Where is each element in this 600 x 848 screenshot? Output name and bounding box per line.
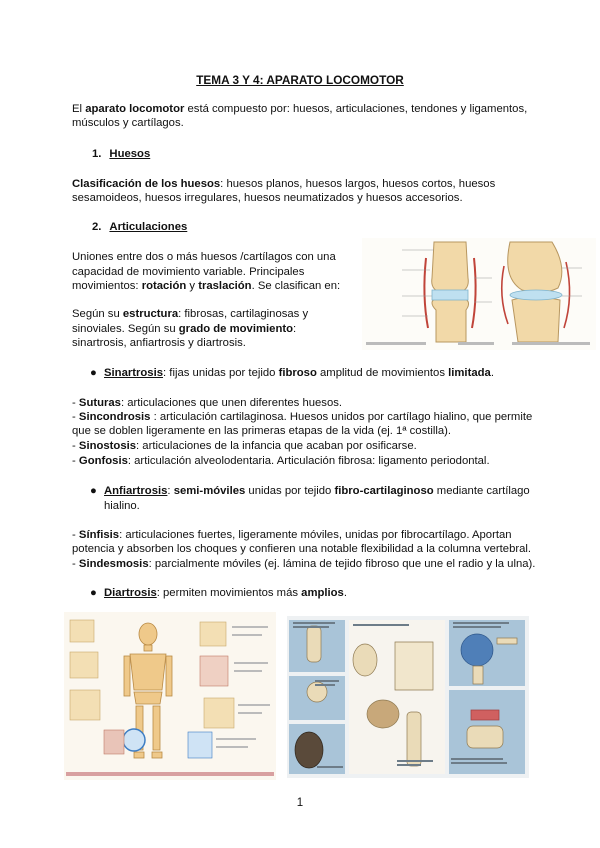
page-number: 1 xyxy=(296,797,304,809)
skeleton-joints-figure xyxy=(64,612,276,780)
intro-line-1: El aparato locomotor está compuesto por: huesos, articulaciones, tendones y ligamentos, xyxy=(72,103,528,115)
anfiartrosis-line-2: hialino. xyxy=(104,500,140,512)
articulaciones-line-5: sinoviales. Según su grado de movimiento: xyxy=(72,323,297,335)
sindesmosis-line: - Sindesmosis: parcialmente móviles (ej. lámina de tejido fibroso que une el radio y la ulna). xyxy=(72,558,536,570)
page-title: TEMA 3 Y 4: APARATO LOCOMOTOR xyxy=(196,73,404,87)
sincondrosis-line-2: que se doblen ligeramente en las primeras etapas de la vida (ej. 1ª costilla). xyxy=(72,425,452,437)
section-heading-articulaciones: 2. Articulaciones xyxy=(92,221,188,233)
diartrosis-types-figure xyxy=(287,616,529,778)
sincondrosis-line-1: - Sincondrosis : articulación cartilaginosa. Huesos unidos por cartílago hialino, que permite xyxy=(72,411,533,423)
bullet-diartrosis: ● Diartrosis: permiten movimientos más amplios. xyxy=(90,587,347,599)
skeleton-figure-caption-mark xyxy=(66,772,274,776)
knee-caption-marks xyxy=(366,342,590,345)
articulaciones-line-2: capacidad de movimiento variable. Principales xyxy=(72,266,305,278)
clasificacion-line-1: Clasificación de los huesos: huesos planos, huesos largos, huesos cortos, huesos xyxy=(72,178,496,190)
sinfisis-line-1: - Sínfisis: articulaciones fuertes, ligeramente móviles, unidas por fibrocartílago. Aportan xyxy=(72,529,512,541)
sinfisis-line-2: potencia y absorben los choques y confieren una notable flexibilidad a la columna vertebral. xyxy=(72,543,532,555)
knee-joint-figure xyxy=(362,238,596,350)
articulaciones-line-3: movimientos: rotación y traslación. Se clasifican en: xyxy=(72,280,341,292)
clasificacion-line-2: sesamoideos, huesos irregulares, huesos neumatizados y huesos accesorios. xyxy=(72,192,463,204)
intro-line-2: músculos y cartílagos. xyxy=(72,117,184,129)
articulaciones-line-4: Según su estructura: fibrosas, cartilaginosas y xyxy=(72,308,309,320)
bullet-sinartrosis: ● Sinartrosis: fijas unidas por tejido fibroso amplitud de movimientos limitada. xyxy=(90,367,494,379)
articulaciones-line-1: Uniones entre dos o más huesos /cartílagos con una xyxy=(72,251,336,263)
section-heading-huesos: 1. Huesos xyxy=(92,148,151,160)
sinostosis-line: - Sinostosis: articulaciones de la infancia que acaban por osificarse. xyxy=(72,440,417,452)
bullet-anfiartrosis: ● Anfiartrosis: semi-móviles unidas por tejido fibro-cartilaginoso mediante cartílago xyxy=(90,485,530,497)
suturas-line: - Suturas: articulaciones que unen diferentes huesos. xyxy=(72,397,343,409)
gonfosis-line: - Gonfosis: articulación alveolodentaria. Articulación fibrosa: ligamento periodontal. xyxy=(72,455,490,467)
articulaciones-line-6: sinartrosis, anfiartrosis y diartrosis. xyxy=(72,337,246,349)
